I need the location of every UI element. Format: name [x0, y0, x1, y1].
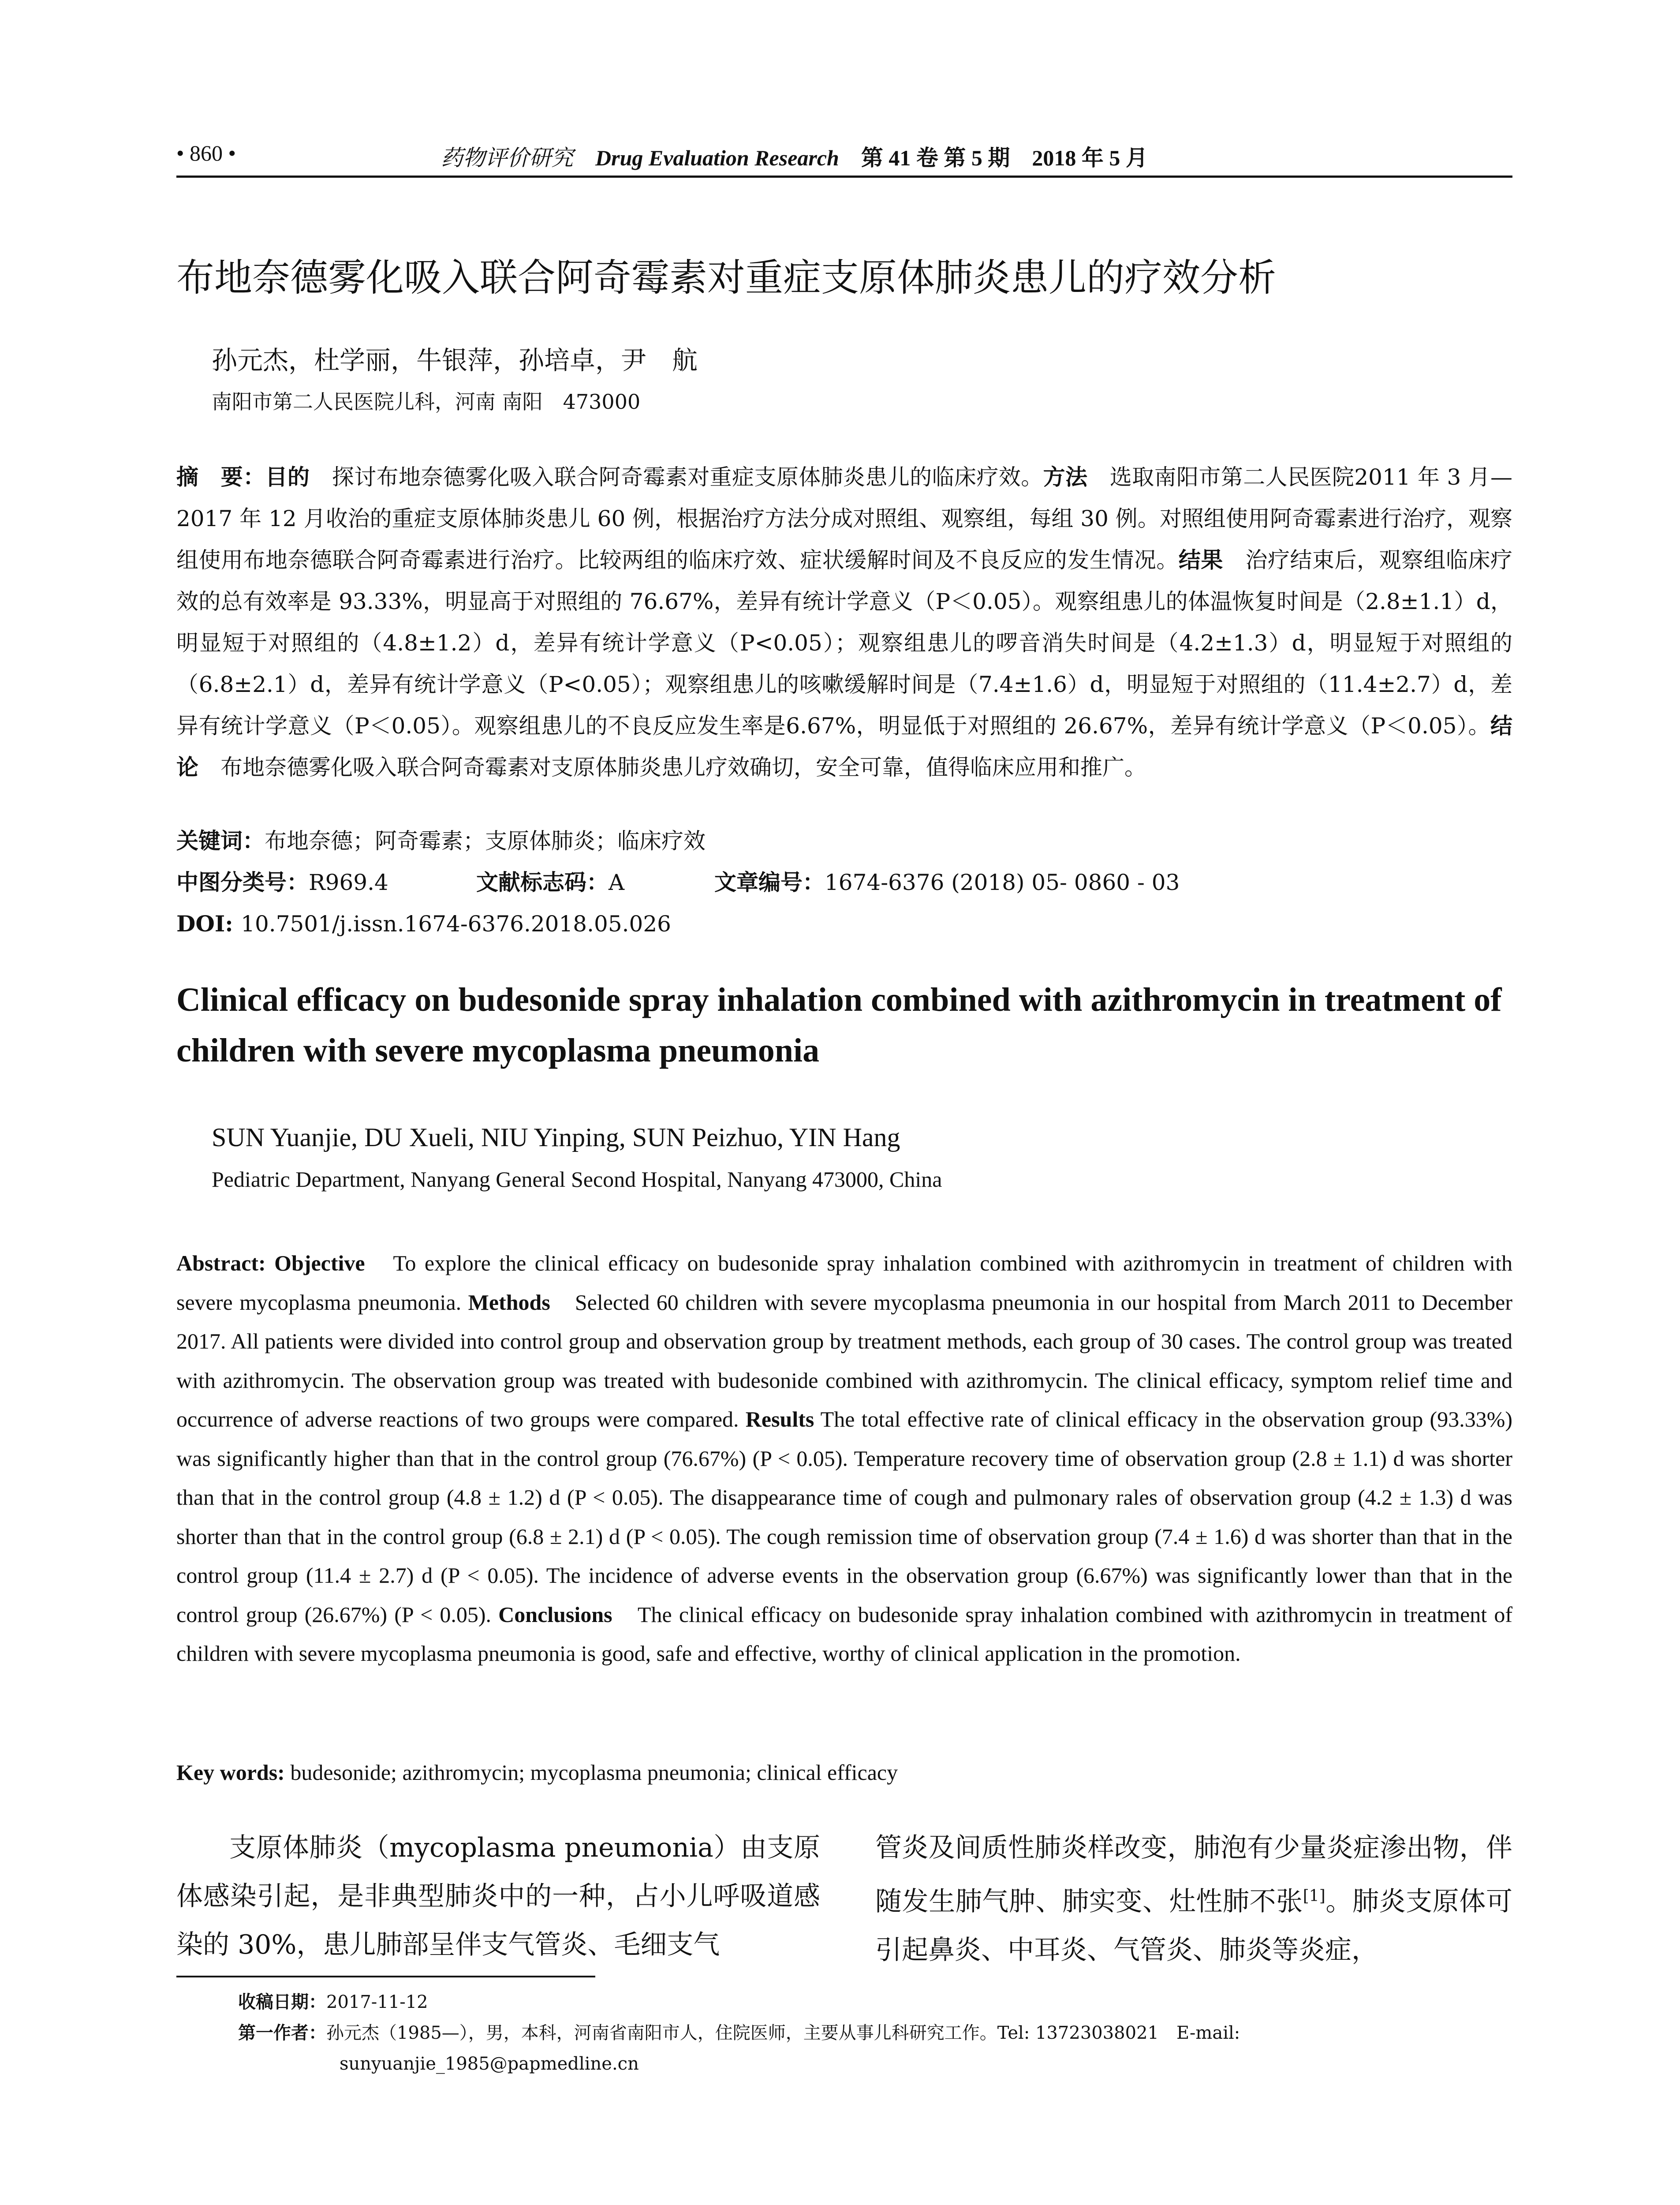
journal-name-cn: 药物评价研究 [441, 146, 573, 170]
doi-label: DOI: [176, 911, 241, 937]
authors-en: SUN Yuanjie, DU Xueli, NIU Yinping, SUN Peizhuo, YIN Hang [212, 1123, 900, 1152]
running-header [176, 140, 1512, 171]
classification-line [176, 862, 1512, 903]
article-no-value: 1674-6376 (2018) 05- 0860 - 03 [825, 870, 1180, 895]
conclusions-label-en: Conclusions [498, 1602, 612, 1627]
conclusions-text-en: The clinical efficacy on budesonide spray inhalation combined with azithromycin in treatment of children with severe mycoplasma pneumonia is good, safe and effective, worthy of clinical application in the promotion. [176, 1602, 1512, 1666]
keywords-cn [176, 820, 1512, 862]
journal-name-en: Drug Evaluation Research [595, 146, 839, 170]
results-text-en: The total effective rate of clinical efficacy in the observation group (93.33%) was significantly higher than that in the control group (76.67%) (P < 0.05). Temperature recovery time of observation group (2.8 ± 1.1) d was shorter than that in the control group (4.8 ± 1.2) d (P < 0.05). The disappearance time of cough and pulmonary rales of observation group (4.2 ± 1.3) d was shorter than that in the control group (6.8 ± 2.1) d (P < 0.05). The cough remission time of observation group (7.4 ± 1.6) d was shorter than that in the control group (11.4 ± 2.7) d (P < 0.05). The incidence of adverse events in the observation group (6.67%) was significantly lower than that in the control group (26.67%) (P < 0.05). [176, 1407, 1513, 1627]
conclusion-text-cn: 布地奈德雾化吸入联合阿奇霉素对支原体肺炎患儿疗效确切，安全可靠，值得临床应用和推广。 [198, 755, 1146, 780]
article-no-label: 文章编号： [714, 870, 825, 895]
authors-cn: 孙元杰，杜学丽，牛银萍，孙培卓，尹 航 [212, 345, 698, 375]
doc-code-value: A [609, 870, 625, 895]
affiliation-cn: 南阳市第二人民医院儿科，河南 南阳 473000 [212, 390, 641, 414]
objective-label-cn: 目的 [265, 464, 310, 490]
page-number: • 860 • [176, 141, 236, 165]
first-author-info: 孙元杰（1985—），男，本科，河南省南阳市人，住院医师，主要从事儿科研究工作。Tel: 13723038021 E-mail: [326, 2023, 1240, 2043]
abstract-label-cn: 摘 要： [176, 464, 265, 490]
keywords-value-en: budesonide; azithromycin; mycoplasma pneumonia; clinical efficacy [284, 1760, 898, 1785]
first-author-label: 第一作者： [238, 2023, 326, 2043]
methods-label-en: Methods [468, 1289, 550, 1315]
body-text-a: 管炎及间质性肺炎样改变，肺泡有少量炎症渗出物，伴随发生肺气肿、肺实变、灶性肺不张 [875, 1832, 1512, 1917]
body-paragraph-continued [875, 1824, 1512, 1974]
results-label-en: Results [745, 1407, 814, 1431]
results-text-cn: 治疗结束后，观察组临床疗效的总有效率是 93.33%，明显高于对照组的 76.67%，差异有统计学意义（P＜0.05）。观察组患儿的体温恢复时间是（2.8±1.1）d，明显短于对照组的（4.8±1.2）d，差异有统计学意义（P<0.05）；观察组患儿的啰音消失时间是（4.2±1.3）d，明显短于对照组的（6.8±2.1）d，差异有统计学意义（P<0.05）；观察组患儿的咳嗽缓解时间是（7.4±1.6）d，明显短于对照组的（11.4±2.7）d，差异有统计学意义（P＜0.05）。观察组患儿的不良反应发生率是6.67%，明显低于对照组的 26.67%，差异有统计学意义（P＜0.05）。 [176, 547, 1513, 739]
objective-text-cn: 探讨布地奈德雾化吸入联合阿奇霉素对重症支原体肺炎患儿的临床疗效。 [310, 464, 1043, 490]
body-paragraph: 支原体肺炎（mycoplasma pneumonia）由支原体感染引起，是非典型肺炎中的一种，占小儿呼吸道感染的 30%，患儿肺部呈伴支气管炎、毛细支气 [176, 1832, 820, 1960]
footnote-email: sunyuanjie_1985@papmedline.cn [340, 2054, 639, 2074]
received-label: 收稿日期： [238, 1992, 326, 2012]
methods-label-cn: 方法 [1043, 464, 1088, 490]
doi-line [176, 903, 671, 945]
title-cn: 布地奈德雾化吸入联合阿奇霉素对重症支原体肺炎患儿的疗效分析 [176, 256, 1276, 300]
received-date: 2017-11-12 [326, 1992, 428, 2012]
body-column-right [875, 1824, 1512, 1974]
footnote-rule [176, 1976, 595, 1977]
results-label-cn: 结果 [1178, 547, 1223, 573]
objective-label-en: Abstract: Objective [176, 1251, 365, 1275]
methods-text-cn: 选取南阳市第二人民医院2011 年 3 月—2017 年 12 月收治的重症支原体肺炎患儿 60 例，根据治疗方法分成对照组、观察组，每组 30 例。对照组使用阿奇霉素进行治疗，观察组使用布地奈德联合阿奇霉素进行治疗。比较两组的临床疗效、症状缓解时间及不良反应的发生情况。 [176, 464, 1513, 573]
methods-text-en: Selected 60 children with severe mycoplasma pneumonia in our hospital from March 2011 to December 2017. All patients were divided into control group and observation group by treatment methods, each group of 30 cases. The control group was treated with azithromycin. The observation group was treated with budesonide combined with azithromycin. The clinical efficacy, symptom relief time and occurrence of adverse reactions of two groups were compared. [176, 1289, 1512, 1431]
header-rule [176, 176, 1512, 178]
footnote-author [238, 2018, 1240, 2048]
keywords-value-cn: 布地奈德；阿奇霉素；支原体肺炎；临床疗效 [265, 828, 706, 854]
affiliation-en: Pediatric Department, Nanyang General Second Hospital, Nanyang 473000, China [212, 1167, 942, 1192]
abstract-cn [176, 456, 1512, 788]
body-text-b: 。肺炎支原体可引起鼻炎、中耳炎、气管炎、肺炎等炎症， [875, 1886, 1513, 1966]
keywords-label-en: Key words: [176, 1760, 285, 1785]
body-column-left [176, 1824, 820, 1969]
keywords-en [176, 1753, 898, 1792]
conclusion-label-cn: 结论 [176, 713, 1512, 780]
doi-value: 10.7501/j.issn.1674-6376.2018.05.026 [241, 911, 671, 937]
reference-marker: [1] [1303, 1887, 1325, 1905]
title-en: Clinical efficacy on budesonide spray inhalation combined with azithromycin in treatment of children with severe mycoplasma pneumonia [176, 981, 1502, 1069]
footnote-received [238, 1987, 428, 2018]
clc-value: R969.4 [309, 870, 388, 895]
issue-info: 第 41 卷 第 5 期 2018 年 5 月 [861, 146, 1148, 170]
abstract-en [176, 1244, 1512, 1673]
objective-text-en: To explore the clinical efficacy on budesonide spray inhalation combined with azithromycin in treatment of children with severe mycoplasma pneumonia. [176, 1251, 1512, 1315]
journal-info [441, 140, 1148, 172]
clc-label: 中图分类号： [176, 870, 309, 895]
keywords-label-cn: 关键词： [176, 828, 265, 854]
doc-code-label: 文献标志码： [476, 870, 609, 895]
